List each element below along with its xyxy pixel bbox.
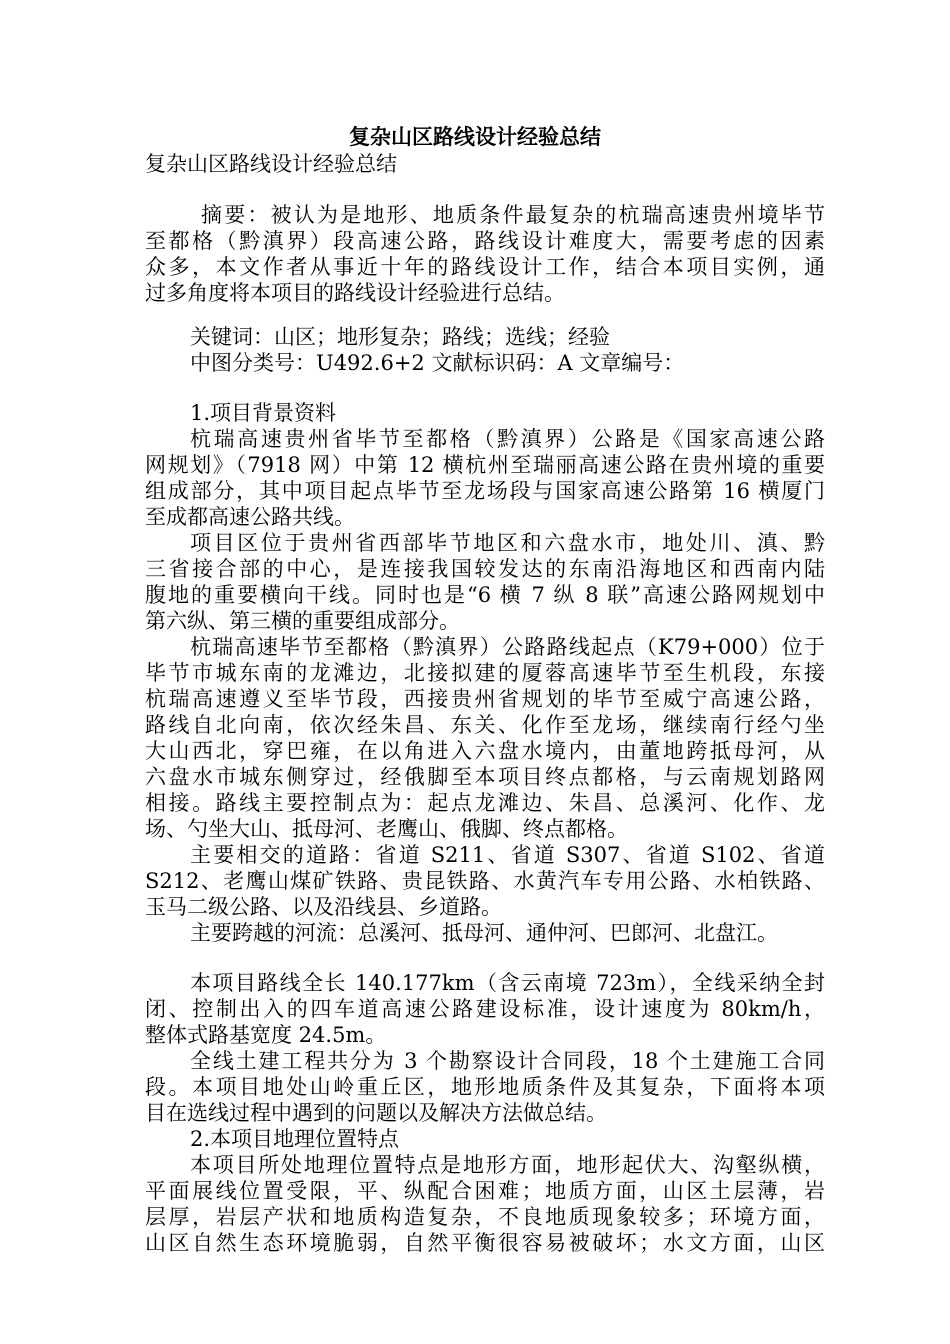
- paragraph-line: 路线自北向南，依次经朱昌、东关、化作至龙场，继续南行经勺坐: [145, 713, 825, 737]
- abstract-line-2: 至都格（黔滇界）段高速公路，路线设计难度大，需要考虑的因素: [145, 229, 825, 253]
- paragraph-line: 第六纵、第三横的重要组成部分。: [145, 609, 460, 633]
- paragraph-line: 杭瑞高速毕节至都格（黔滇界）公路路线起点（K79+000）位于: [190, 635, 825, 659]
- document-subtitle: 复杂山区路线设计经验总结: [145, 152, 397, 176]
- paragraph-line: 大山西北，穿巴雍，在以角进入六盘水境内，由董地跨抵母河，从: [145, 739, 825, 763]
- paragraph-line: 至成都高速公路共线。: [145, 505, 355, 529]
- paragraph-line: 项目区位于贵州省西部毕节地区和六盘水市，地处川、滇、黔: [190, 531, 825, 555]
- paragraph-line: 场、勺坐大山、抵母河、老鹰山、俄脚、终点都格。: [145, 817, 628, 841]
- paragraph-line: 闭、控制出入的四车道高速公路建设标准，设计速度为 80km/h，: [145, 997, 825, 1021]
- paragraph-line: 主要跨越的河流：总溪河、抵母河、通仲河、巴郎河、北盘江。: [190, 921, 778, 945]
- paragraph-line: S212、老鹰山煤矿铁路、贵昆铁路、水黄汽车专用公路、水柏铁路、: [145, 869, 825, 893]
- paragraph-line: 玉马二级公路、以及沿线县、乡道路。: [145, 895, 502, 919]
- paragraph-line: 本项目所处地理位置特点是地形方面，地形起伏大、沟壑纵横，: [190, 1153, 825, 1177]
- paragraph-line: 毕节市城东南的龙滩边，北接拟建的厦蓉高速毕节至生机段，东接: [145, 661, 825, 685]
- paragraph-line: 杭瑞高速遵义至毕节段，西接贵州省规划的毕节至威宁高速公路，: [145, 687, 825, 711]
- paragraph-line: 本项目路线全长 140.177km（含云南境 723m），全线采纳全封: [190, 971, 825, 995]
- section-heading-1: 1.项目背景资料: [190, 401, 337, 425]
- paragraph-line: 全线土建工程共分为 3 个勘察设计合同段，18 个土建施工合同: [190, 1049, 825, 1073]
- classification-line: 中图分类号：U492.6+2 文献标识码：A 文章编号：: [190, 351, 685, 375]
- paragraph-line: 网规划》（7918 网）中第 12 横杭州至瑞丽高速公路在贵州境的重要: [145, 453, 825, 477]
- paragraph-line: 层厚，岩层产状和地质构造复杂，不良地质现象较多；环境方面，: [145, 1205, 825, 1229]
- paragraph-line: 三省接合部的中心，是连接我国较发达的东南沿海地区和西南内陆: [145, 557, 825, 581]
- paragraph-line: 六盘水市城东侧穿过，经俄脚至本项目终点都格，与云南规划路网: [145, 765, 825, 789]
- abstract-line-4: 过多角度将本项目的路线设计经验进行总结。: [145, 281, 565, 305]
- paragraph-line: 平面展线位置受限，平、纵配合困难；地质方面，山区土层薄，岩: [145, 1179, 825, 1203]
- paragraph-line: 杭瑞高速贵州省毕节至都格（黔滇界）公路是《国家高速公路: [190, 427, 825, 451]
- abstract-line-3: 众多，本文作者从事近十年的路线设计工作，结合本项目实例，通: [145, 255, 825, 279]
- keywords-line: 关键词：山区；地形复杂；路线；选线；经验: [190, 325, 610, 349]
- paragraph-line: 山区自然生态环境脆弱，自然平衡很容易被破坏；水文方面，山区: [145, 1231, 825, 1255]
- paragraph-line: 主要相交的道路：省道 S211、省道 S307、省道 S102、省道: [190, 843, 825, 867]
- page-title: 复杂山区路线设计经验总结: [349, 124, 601, 149]
- paragraph-line: 组成部分，其中项目起点毕节至龙场段与国家高速公路第 16 横厦门: [145, 479, 825, 503]
- paragraph-line: 腹地的重要横向干线。同时也是“6 横 7 纵 8 联”高速公路网规划中: [145, 583, 825, 607]
- section-heading-2: 2.本项目地理位置特点: [190, 1127, 400, 1151]
- paragraph-line: 段。本项目地处山岭重丘区，地形地质条件及其复杂，下面将本项: [145, 1075, 825, 1099]
- paragraph-line: 目在选线过程中遇到的问题以及解决方法做总结。: [145, 1101, 607, 1125]
- abstract-line-1: 摘要：被认为是地形、地质条件最复杂的杭瑞高速贵州境毕节: [201, 203, 825, 227]
- paragraph-line: 整体式路基宽度 24.5m。: [145, 1023, 387, 1047]
- paragraph-line: 相接。路线主要控制点为：起点龙滩边、朱昌、总溪河、化作、龙: [145, 791, 825, 815]
